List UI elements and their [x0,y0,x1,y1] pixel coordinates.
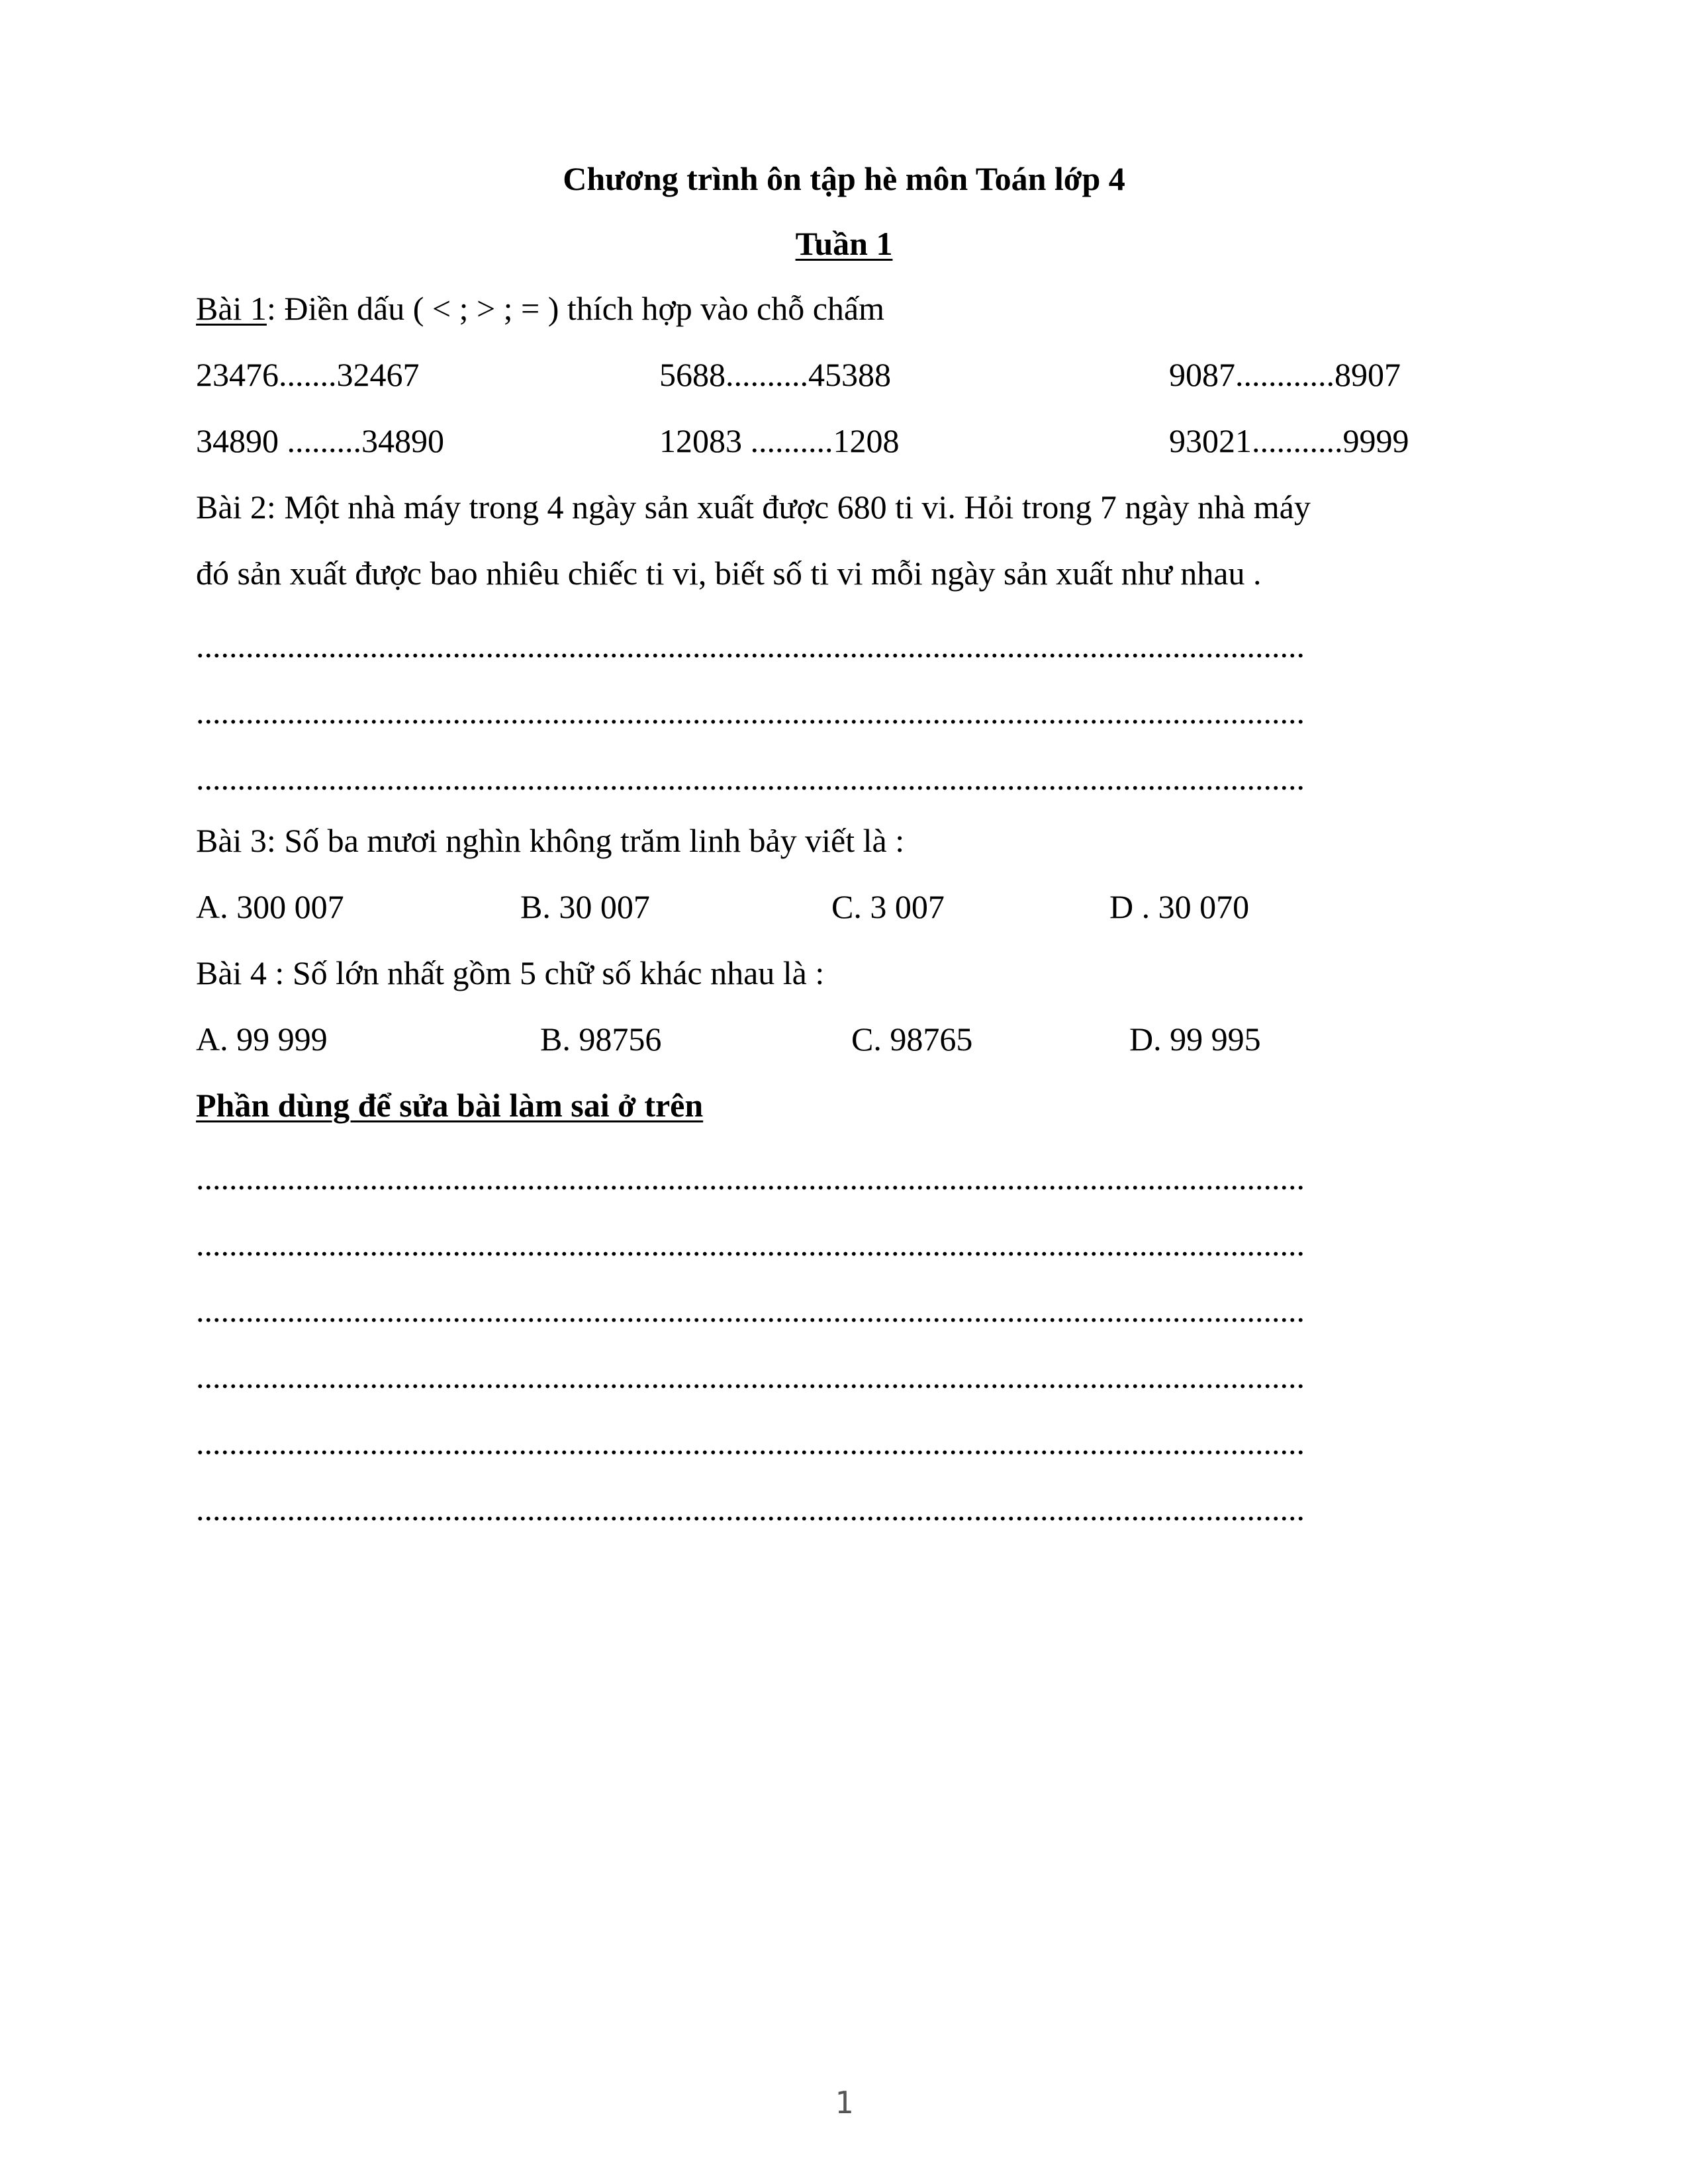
bai1-item: 34890 .........34890 [196,422,444,459]
bai4-option-d: D. 99 995 [1129,1021,1261,1058]
bai1-text: : Điền dấu ( < ; > ; = ) thích hợp vào chỗ chấm [266,290,884,327]
page-number: 1 [835,2085,853,2120]
bai1-label: Bài 1 [196,290,267,327]
bai4-question: Bài 4 : Số lớn nhất gồm 5 chữ số khác nhau là : [196,954,825,991]
correction-line: ...................................................................................................................................... [196,1424,1305,1461]
correction-line: ...................................................................................................................................... [196,1226,1305,1263]
correction-heading: Phần dùng để sửa bài làm sai ở trên [196,1087,704,1124]
bai2-line-2: đó sản xuất được bao nhiêu chiếc ti vi, biết số ti vi mỗi ngày sản xuất như nhau . [196,555,1262,592]
bai1-item: 5688..........45388 [659,356,891,393]
bai3-option-c: C. 3 007 [831,888,945,925]
bai2-line-1: Bài 2: Một nhà máy trong 4 ngày sản xuất được 680 ti vi. Hỏi trong 7 ngày nhà máy [196,488,1311,525]
week-heading [0,224,1688,263]
bai3-option-b: B. 30 007 [520,888,650,925]
answer-line: ...................................................................................................................................... [196,694,1305,731]
answer-line: ...................................................................................................................................... [196,760,1305,797]
bai3-option-d: D . 30 070 [1109,888,1250,925]
bai4-option-a: A. 99 999 [196,1021,328,1058]
correction-line: ...................................................................................................................................... [196,1490,1305,1527]
correction-line: ...................................................................................................................................... [196,1160,1305,1197]
bai3-question: Bài 3: Số ba mươi nghìn không trăm linh bảy viết là : [196,822,905,859]
bai1-item: 23476.......32467 [196,356,420,393]
bai1-heading [196,289,884,328]
bai1-item: 93021...........9999 [1169,422,1409,459]
document-title: Chương trình ôn tập hè môn Toán lớp 4 [563,160,1125,197]
bai3-option-a: A. 300 007 [196,888,344,925]
week-label: Tuần 1 [795,225,893,262]
answer-line: ...................................................................................................................................... [196,627,1305,664]
correction-line: ...................................................................................................................................... [196,1292,1305,1329]
bai4-option-c: C. 98765 [851,1021,973,1058]
correction-line: ...................................................................................................................................... [196,1358,1305,1395]
bai4-option-b: B. 98756 [540,1021,662,1058]
bai1-item: 12083 ..........1208 [659,422,900,459]
correction-heading-row [196,1085,703,1125]
bai1-item: 9087............8907 [1169,356,1401,393]
